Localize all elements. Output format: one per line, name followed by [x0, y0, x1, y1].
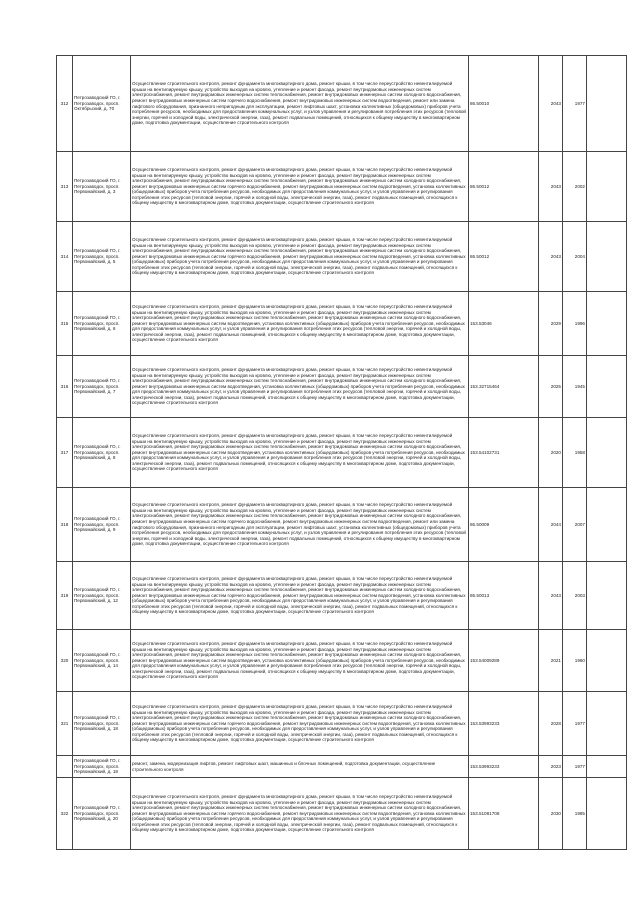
table-row [57, 56, 627, 152]
table-row [57, 756, 627, 778]
address-cell: Петрозаводский ГО, г. Петрозаводск, просп. Первомайский, д. 18 [73, 756, 131, 778]
works-cell: Осуществление строительного контроля, ремонт фундамента многоквартирного дома, ремонт крыши, в том числе переустройство невентилируемой крыши на вентилируемую крышу, устройство выходов на кровлю, утепление и ремонт фасада, ремонт внутридомовых инженерных систем электроснабжения, ремонт внутридомовых инженерных систем теплоснабжения, ремонт внутридомовых инженерных систем холодного водоснабжения, ремонт внутридомовых инженерных систем горячего водоснабжения, ремонт внутридомовых инженерных систем водоотведения, установка коллективных (общедомовых) приборов учета потребления ресурсов, необходимых для предоставления коммунальных услуг, и узлов управления и регулирования потребления этих ресурсов (тепловой энергии, горячей и холодной воды, электрической энергии, газа), ремонт подвальных помещений, относящихся к общему имуществу в многоквартирном доме, подготовка документации, осуществление строительного контроля [131, 222, 469, 292]
repair-year-cell: 2043 [539, 562, 563, 630]
works-cell: Осуществление строительного контроля, ремонт фундамента многоквартирного дома, ремонт крыши, в том числе переустройство невентилируемой крыши на вентилируемую крышу, устройство выходов на кровлю, утепление и ремонт фасада, ремонт внутридомовых инженерных систем электроснабжения, ремонт внутридомовых инженерных систем теплоснабжения, ремонт внутридомовых инженерных систем холодного водоснабжения, ремонт внутридомовых инженерных систем горячего водоснабжения, ремонт внутридомовых инженерных систем водоотведения, установка коллективных (общедомовых) приборов учета потребления ресурсов, необходимых для предоставления коммунальных услуг, и узлов управления и регулирования потребления этих ресурсов (тепловой энергии, горячей и холодной воды, электрической энергии, газа), ремонт подвальных помещений, относящихся к общему имуществу в многоквартирном доме, подготовка документации, осуществление строительного контроля [131, 692, 469, 756]
build-year-cell: 1996 [563, 292, 587, 356]
build-year-cell: 1945 [563, 356, 587, 418]
table-body [57, 56, 627, 850]
empty-cell [587, 630, 627, 692]
build-year-cell: 1958 [563, 418, 587, 488]
table-row [57, 356, 627, 418]
house-code-cell: 153.53993233 [469, 692, 539, 756]
repair-year-cell: 2020 [539, 418, 563, 488]
row-number: 315 [57, 292, 73, 356]
repair-year-cell: 2021 [539, 630, 563, 692]
row-number: 313 [57, 152, 73, 222]
table-row [57, 418, 627, 488]
house-code-cell: 153.54102731 [469, 418, 539, 488]
house-code-cell: 153.51081708 [469, 778, 539, 850]
works-cell: ремонт, замена, модернизация лифтов, ремонт лифтовых шахт, машинных и блочных помещений, подготовка документации, осуществление строительного контроля [131, 756, 469, 778]
repair-year-cell: 2044 [539, 488, 563, 562]
row-number: 318 [57, 488, 73, 562]
repair-year-cell: 2029 [539, 292, 563, 356]
works-cell: Осуществление строительного контроля, ремонт фундамента многоквартирного дома, ремонт крыши, в том числе переустройство невентилируемой крыши на вентилируемую крышу, устройство выходов на кровлю, утепление и ремонт фасада, ремонт внутридомовых инженерных систем электроснабжения, ремонт внутридомовых инженерных систем теплоснабжения, ремонт внутридомовых инженерных систем холодного водоснабжения, ремонт внутридомовых инженерных систем горячего водоснабжения, ремонт внутридомовых инженерных систем водоотведения, ремонт или замена лифтового оборудования, признанного непригодным для эксплуатации, ремонт лифтовых шахт, установка коллективных (общедомовых) приборов учета потребления ресурсов, необходимых для предоставления коммунальных услуг, и узлов управления и регулирования потребления этих ресурсов (тепловой энергии, горячей и холодной воды, электрической энергии, газа), ремонт подвальных помещений, относящихся к общему имуществу в многоквартирном доме, подготовка документации, осуществление строительного контроля [131, 488, 469, 562]
repair-year-cell: 2025 [539, 356, 563, 418]
address-cell: Петрозаводский ГО, г. Петрозаводск, просп. Первомайский, д. 14 [73, 630, 131, 692]
works-cell: Осуществление строительного контроля, ремонт фундамента многоквартирного дома, ремонт крыши, в том числе переустройство невентилируемой крыши на вентилируемую крышу, устройство выходов на кровлю, утепление и ремонт фасада, ремонт внутридомовых инженерных систем электроснабжения, ремонт внутридомовых инженерных систем теплоснабжения, ремонт внутридомовых инженерных систем холодного водоснабжения, ремонт внутридомовых инженерных систем водоотведения, установка коллективных (общедомовых) приборов учета потребления ресурсов, необходимых для предоставления коммунальных услуг, и узлов управления и регулирования потребления этих ресурсов (тепловой энергии, горячей и холодной воды, электрической энергии, газа), ремонт подвальных помещений, относящихся к общему имуществу в многоквартирном доме, подготовка документации, осуществление строительного контроля [131, 418, 469, 488]
works-cell: Осуществление строительного контроля, ремонт фундамента многоквартирного дома, ремонт крыши, в том числе переустройство невентилируемой крыши на вентилируемую крышу, устройство выходов на кровлю, утепление и ремонт фасада, ремонт внутридомовых инженерных систем электроснабжения, ремонт внутридомовых инженерных систем теплоснабжения, ремонт внутридомовых инженерных систем холодного водоснабжения, ремонт внутридомовых инженерных систем горячего водоснабжения, ремонт внутридомовых инженерных систем водоотведения, ремонт или замена лифтового оборудования, признанного непригодным для эксплуатации, ремонт лифтовых шахт, установка коллективных (общедомовых) приборов учета потребления ресурсов, необходимых для предоставления коммунальных услуг, и узлов управления и регулирования потребления этих ресурсов (тепловой энергии, горячей и холодной воды, электрической энергии, газа), ремонт подвальных помещений, относящихся к общему имуществу в многоквартирном доме, подготовка документации, осуществление строительного контроля [131, 56, 469, 152]
address-cell: Петрозаводский ГО, г. Петрозаводск, просп. Первомайский, д. 20 [73, 778, 131, 850]
repair-year-cell: 2030 [539, 778, 563, 850]
address-cell: Петрозаводский ГО, г. Петрозаводск, просп. Первомайский, д. 9 [73, 488, 131, 562]
row-number: 319 [57, 562, 73, 630]
build-year-cell: 1977 [563, 756, 587, 778]
table-row [57, 222, 627, 292]
repair-year-cell: 2043 [539, 222, 563, 292]
empty-cell [587, 56, 627, 152]
row-number: 322 [57, 778, 73, 850]
build-year-cell: 2003 [563, 562, 587, 630]
empty-cell [587, 756, 627, 778]
row-number: 321 [57, 692, 73, 756]
build-year-cell: 2007 [563, 488, 587, 562]
house-code-cell: 153.32715464 [469, 356, 539, 418]
address-cell: Петрозаводский ГО, г. Петрозаводск, просп. Первомайский, д. 7 [73, 356, 131, 418]
address-cell: Петрозаводский ГО, г. Петрозаводск, просп. Первомайский, д. 3 [73, 152, 131, 222]
build-year-cell: 2004 [563, 222, 587, 292]
table-row [57, 778, 627, 850]
house-code-cell: 153.53993233 [469, 756, 539, 778]
empty-cell [587, 488, 627, 562]
empty-cell [587, 418, 627, 488]
address-cell: Петрозаводский ГО, г. Петрозаводск, просп. Первомайский, д. 12 [73, 562, 131, 630]
empty-cell [587, 292, 627, 356]
address-cell: Петрозаводский ГО, г. Петрозаводск, просп. Октябрьский, д. 70 [73, 56, 131, 152]
table-row [57, 292, 627, 356]
build-year-cell: 1985 [563, 778, 587, 850]
house-code-cell: 86.50009 [469, 488, 539, 562]
build-year-cell: 2002 [563, 152, 587, 222]
house-code-cell: 86.50013 [469, 562, 539, 630]
build-year-cell: 1977 [563, 56, 587, 152]
row-number: 314 [57, 222, 73, 292]
repair-year-cell: 2043 [539, 152, 563, 222]
house-code-cell: 153.53046 [469, 292, 539, 356]
empty-cell [587, 778, 627, 850]
works-cell: Осуществление строительного контроля, ремонт фундамента многоквартирного дома, ремонт крыши, в том числе переустройство невентилируемой крыши на вентилируемую крышу, устройство выходов на кровлю, утепление и ремонт фасада, ремонт внутридомовых инженерных систем электроснабжения, ремонт внутридомовых инженерных систем теплоснабжения, ремонт внутридомовых инженерных систем холодного водоснабжения, ремонт внутридомовых инженерных систем водоотведения, установка коллективных (общедомовых) приборов учета потребления ресурсов, необходимых для предоставления коммунальных услуг, и узлов управления и регулирования потребления этих ресурсов (тепловой энергии, горячей и холодной воды, электрической энергии, газа), ремонт подвальных помещений, относящихся к общему имуществу в многоквартирном доме, подготовка документации, осуществление строительного контроля [131, 630, 469, 692]
empty-cell [587, 562, 627, 630]
empty-cell [587, 692, 627, 756]
row-number: 316 [57, 356, 73, 418]
works-cell: Осуществление строительного контроля, ремонт фундамента многоквартирного дома, ремонт крыши, в том числе переустройство невентилируемой крыши на вентилируемую крышу, устройство выходов на кровлю, утепление и ремонт фасада, ремонт внутридомовых инженерных систем электроснабжения, ремонт внутридомовых инженерных систем теплоснабжения, ремонт внутридомовых инженерных систем холодного водоснабжения, ремонт внутридомовых инженерных систем водоотведения, установка коллективных (общедомовых) приборов учета потребления ресурсов, необходимых для предоставления коммунальных услуг, и узлов управления и регулирования потребления этих ресурсов (тепловой энергии, горячей и холодной воды, электрической энергии, газа), ремонт подвальных помещений, относящихся к общему имуществу в многоквартирном доме, подготовка документации, осуществление строительного контроля [131, 356, 469, 418]
works-cell: Осуществление строительного контроля, ремонт фундамента многоквартирного дома, ремонт крыши, в том числе переустройство невентилируемой крыши на вентилируемую крышу, устройство выходов на кровлю, утепление и ремонт фасада, ремонт внутридомовых инженерных систем электроснабжения, ремонт внутридомовых инженерных систем теплоснабжения, ремонт внутридомовых инженерных систем холодного водоснабжения, ремонт внутридомовых инженерных систем горячего водоснабжения, ремонт внутридомовых инженерных систем водоотведения, установка коллективных (общедомовых) приборов учета потребления ресурсов, необходимых для предоставления коммунальных услуг, и узлов управления и регулирования потребления этих ресурсов (тепловой энергии, горячей и холодной воды, электрической энергии, газа), ремонт подвальных помещений, относящихся к общему имуществу в многоквартирном доме, подготовка документации, осуществление строительного контроля [131, 778, 469, 850]
empty-cell [587, 152, 627, 222]
table-row [57, 692, 627, 756]
house-code-cell: 86.50012 [469, 152, 539, 222]
row-number: 312 [57, 56, 73, 152]
works-cell: Осуществление строительного контроля, ремонт фундамента многоквартирного дома, ремонт крыши, в том числе переустройство невентилируемой крыши на вентилируемую крышу, устройство выходов на кровлю, утепление и ремонт фасада, ремонт внутридомовых инженерных систем электроснабжения, ремонт внутридомовых инженерных систем теплоснабжения, ремонт внутридомовых инженерных систем холодного водоснабжения, ремонт внутридомовых инженерных систем горячего водоснабжения, ремонт внутридомовых инженерных систем водоотведения, установка коллективных (общедомовых) приборов учета потребления ресурсов, необходимых для предоставления коммунальных услуг, и узлов управления и регулирования потребления этих ресурсов (тепловой энергии, горячей и холодной воды, электрической энергии, газа), ремонт подвальных помещений, относящихся к общему имуществу в многоквартирном доме, подготовка документации, осуществление строительного контроля [131, 152, 469, 222]
build-year-cell: 1977 [563, 692, 587, 756]
table-row [57, 152, 627, 222]
works-cell: Осуществление строительного контроля, ремонт фундамента многоквартирного дома, ремонт крыши, в том числе переустройство невентилируемой крыши на вентилируемую крышу, устройство выходов на кровлю, утепление и ремонт фасада, ремонт внутридомовых инженерных систем электроснабжения, ремонт внутридомовых инженерных систем теплоснабжения, ремонт внутридомовых инженерных систем холодного водоснабжения, ремонт внутридомовых инженерных систем горячего водоснабжения, ремонт внутридомовых инженерных систем водоотведения, установка коллективных (общедомовых) приборов учета потребления ресурсов, необходимых для предоставления коммунальных услуг, и узлов управления и регулирования потребления этих ресурсов (тепловой энергии, горячей и холодной воды, электрической энергии, газа), ремонт подвальных помещений, относящихся к общему имуществу в многоквартирном доме, подготовка документации, осуществление строительного контроля [131, 562, 469, 630]
house-code-cell: 153.54009289 [469, 630, 539, 692]
repair-year-cell: 2028 [539, 692, 563, 756]
repair-year-cell: 2043 [539, 56, 563, 152]
build-year-cell: 1960 [563, 630, 587, 692]
repair-year-cell: 2023 [539, 756, 563, 778]
address-cell: Петрозаводский ГО, г. Петрозаводск, просп. Первомайский, д. 5 [73, 222, 131, 292]
house-code-cell: 86.50012 [469, 222, 539, 292]
address-cell: Петрозаводский ГО, г. Петрозаводск, просп. Первомайский, д. 6 [73, 292, 131, 356]
row-number [57, 756, 73, 778]
capital-repair-table [56, 55, 627, 850]
empty-cell [587, 356, 627, 418]
table-row [57, 630, 627, 692]
row-number: 317 [57, 418, 73, 488]
table-row [57, 562, 627, 630]
works-cell: Осуществление строительного контроля, ремонт фундамента многоквартирного дома, ремонт крыши, в том числе переустройство невентилируемой крыши на вентилируемую крышу, устройство выходов на кровлю, утепление и ремонт фасада, ремонт внутридомовых инженерных систем электроснабжения, ремонт внутридомовых инженерных систем теплоснабжения, ремонт внутридомовых инженерных систем холодного водоснабжения, ремонт внутридомовых инженерных систем водоотведения, установка коллективных (общедомовых) приборов учета потребления ресурсов, необходимых для предоставления коммунальных услуг, и узлов управления и регулирования потребления этих ресурсов (тепловой энергии, горячей и холодной воды, электрической энергии, газа), ремонт подвальных помещений, относящихся к общему имуществу в многоквартирном доме, подготовка документации, осуществление строительного контроля [131, 292, 469, 356]
address-cell: Петрозаводский ГО, г. Петрозаводск, просп. Первомайский, д. 18 [73, 692, 131, 756]
table-row [57, 488, 627, 562]
row-number: 320 [57, 630, 73, 692]
house-code-cell: 86.50010 [469, 56, 539, 152]
address-cell: Петрозаводский ГО, г. Петрозаводск, просп. Первомайский, д. 8 [73, 418, 131, 488]
empty-cell [587, 222, 627, 292]
